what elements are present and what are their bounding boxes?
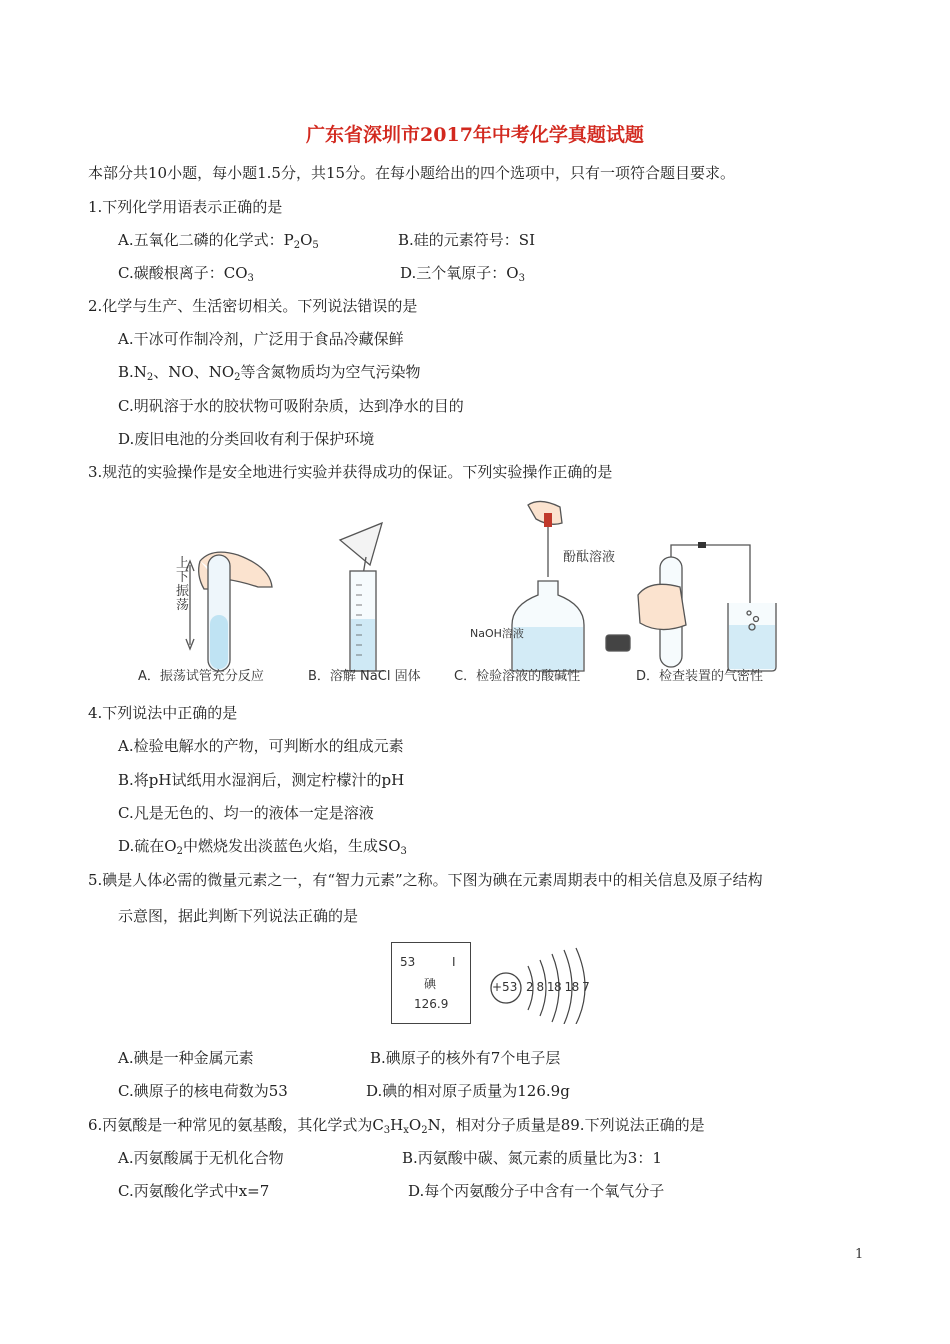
q2-option-b: $B.N_2$、NO、$NO_2$等含氮物质均为空气污染物 bbox=[118, 363, 421, 383]
q3-stem: 3.规范的实验操作是安全地进行实验并获得成功的保证。下列实验操作正确的是 bbox=[88, 463, 613, 481]
q5-option-b: B.碘原子的核外有7个电子层 bbox=[370, 1049, 561, 1067]
fig-c-label-bottle: NaOH溶液 bbox=[470, 627, 524, 640]
q6-option-d: D.每个丙氨酸分子中含有一个氧气分子 bbox=[408, 1182, 665, 1200]
fig-d-caption: D．检查装置的气密性 bbox=[636, 669, 764, 684]
atom-nucleus-charge: +53 bbox=[492, 980, 518, 994]
element-symbol: I bbox=[452, 955, 456, 969]
q2-stem: 2.化学与生产、生活密切相关。下列说法错误的是 bbox=[88, 297, 418, 315]
q4-option-d: D.硫在$O_2$中燃烧发出淡蓝色火焰，生成$SO_3$ bbox=[118, 837, 407, 857]
q5-option-d: D.碘的相对原子质量为126.9g bbox=[366, 1082, 570, 1100]
fig-d-airtightness bbox=[638, 542, 776, 671]
q2-option-c: C.明矾溶于水的胶状物可吸附杂质，达到净水的目的 bbox=[118, 397, 464, 415]
q6-option-b: B.丙氨酸中碳、氮元素的质量比为3：1 bbox=[402, 1149, 662, 1167]
q5-stem-line2: 示意图，据此判断下列说法正确的是 bbox=[118, 907, 359, 925]
element-name: 碘 bbox=[424, 977, 437, 991]
fig-c-caption: C．检验溶液的酸碱性 bbox=[454, 669, 581, 684]
instructions: 本部分共10小题，每小题1.5分，共15分。在每小题给出的四个选项中，只有一项符合题目要求。 bbox=[88, 164, 736, 182]
q1-option-a: A.五氧化二磷的化学式：$P_2O_5$ bbox=[118, 231, 319, 251]
fig-a-shaking-test-tube bbox=[186, 552, 272, 671]
q1-option-b: B.硅的元素符号：SI bbox=[398, 231, 535, 249]
fig-c-bottle-dropper bbox=[512, 501, 630, 671]
atom-structure-diagram bbox=[484, 940, 604, 1024]
q4-option-b: B.将pH试纸用水湿润后，测定柠檬汁的pH bbox=[118, 771, 405, 789]
fig-c-label-dropper: 酚酞溶液 bbox=[563, 550, 616, 565]
fig-a-label: 上下振荡 bbox=[176, 556, 190, 613]
element-atomic-mass: 126.9 bbox=[414, 997, 449, 1011]
q4-option-c: C.凡是无色的、均一的液体一定是溶液 bbox=[118, 804, 374, 822]
q1-option-c: C.碳酸根离子：$CO_3$ bbox=[118, 264, 254, 284]
q5-option-c: C.碘原子的核电荷数为53 bbox=[118, 1082, 288, 1100]
q5-option-a: A.碘是一种金属元素 bbox=[118, 1049, 254, 1067]
q6-option-c: C.丙氨酸化学式中x=7 bbox=[118, 1182, 270, 1200]
q3-figure bbox=[120, 495, 800, 690]
element-card-iodine bbox=[391, 942, 471, 1024]
q1-option-d: D.三个氧原子：$O_3$ bbox=[400, 264, 525, 284]
q5-stem-line1: 5.碘是人体必需的微量元素之一，有“智力元素”之称。下图为碘在元素周期表中的相关信息及原子结构 bbox=[88, 871, 763, 889]
q2-option-a: A.干冰可作制冷剂，广泛用于食品冷藏保鲜 bbox=[118, 330, 404, 348]
lab-operations-illustration bbox=[120, 495, 800, 690]
page-title: 广东省深圳市2017年中考化学真题试题 bbox=[306, 124, 644, 146]
q2-option-d: D.废旧电池的分类回收有利于保护环境 bbox=[118, 430, 375, 448]
atom-shell-electrons: 2 8 18 18 7 bbox=[526, 980, 590, 994]
page-number: 1 bbox=[855, 1247, 864, 1262]
q6-option-a: A.丙氨酸属于无机化合物 bbox=[118, 1149, 284, 1167]
element-atomic-number: 53 bbox=[400, 955, 416, 969]
q6-stem: 6.丙氨酸是一种常见的氨基酸，其化学式为$C_3H_xO_2N$，相对分子质量是89.下列说法正确的是 bbox=[88, 1116, 705, 1136]
fig-b-cylinder bbox=[340, 523, 384, 671]
q4-stem: 4.下列说法中正确的是 bbox=[88, 704, 238, 722]
q1-stem: 1.下列化学用语表示正确的是 bbox=[88, 198, 283, 216]
fig-b-caption: B．溶解 NaCl 固体 bbox=[308, 669, 421, 684]
fig-a-caption: A．振荡试管充分反应 bbox=[138, 669, 264, 684]
q4-option-a: A.检验电解水的产物，可判断水的组成元素 bbox=[118, 737, 404, 755]
